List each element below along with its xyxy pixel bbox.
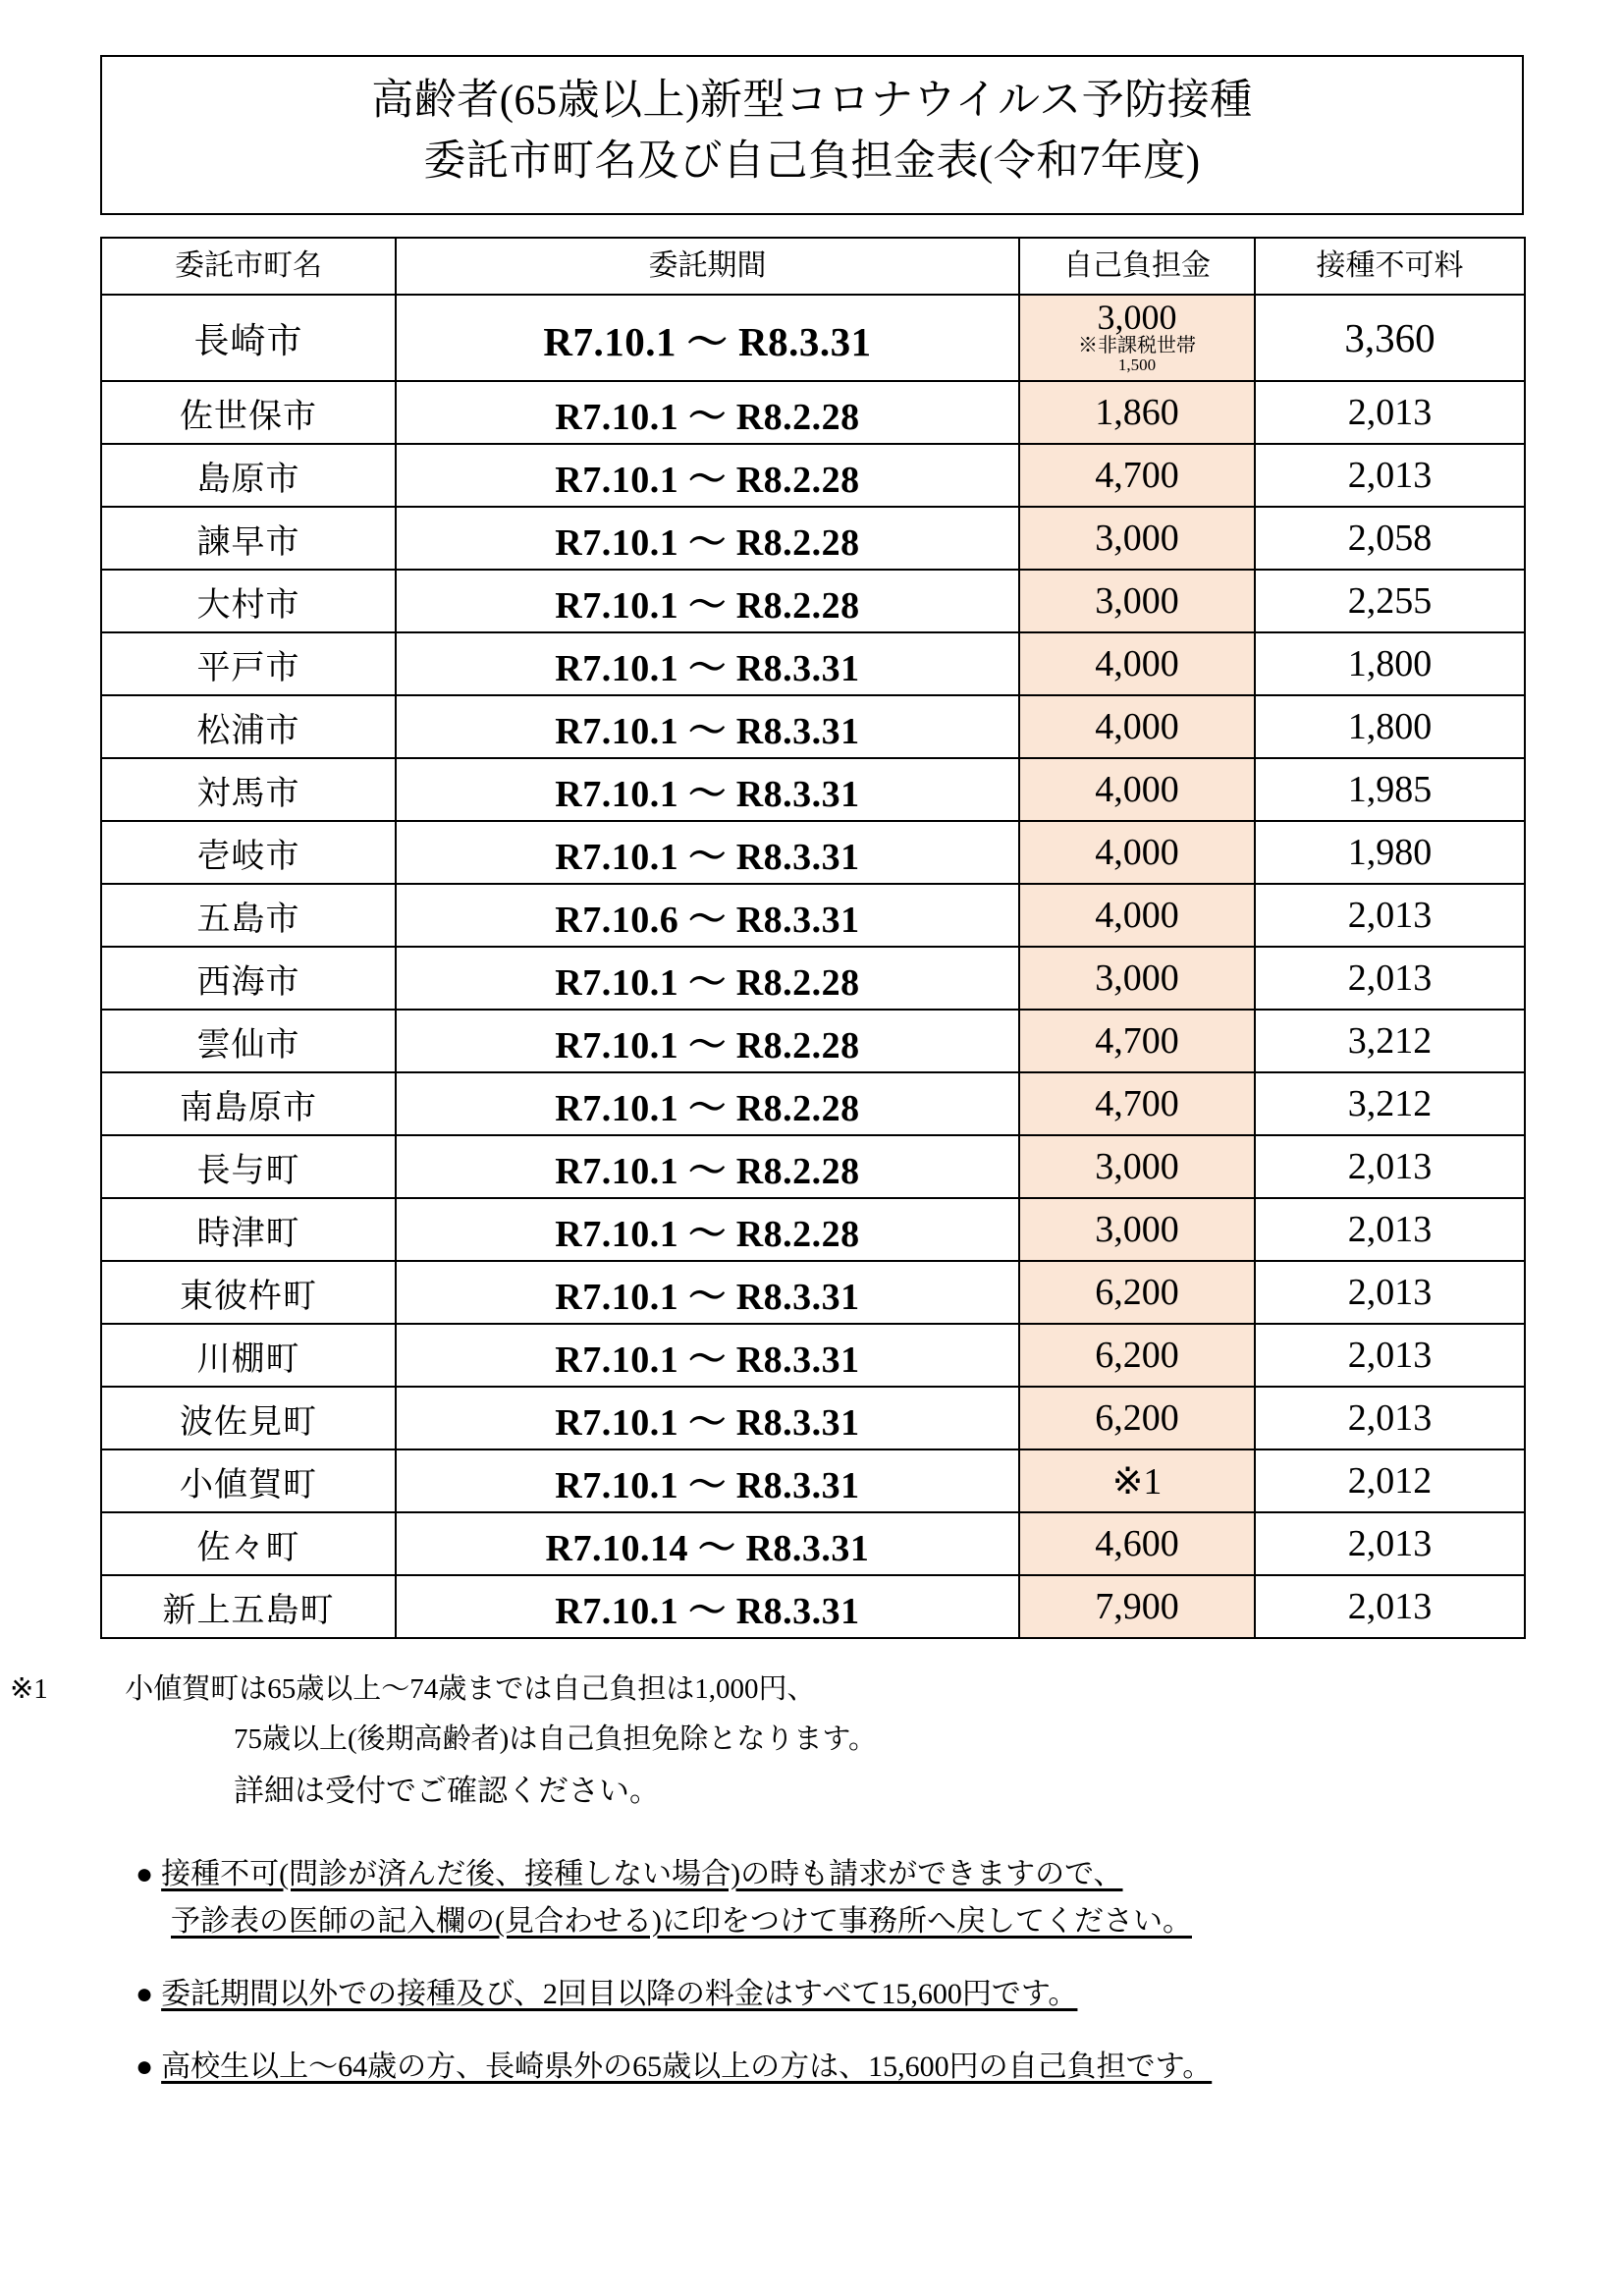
cell-term: R7.10.1 ～ R8.2.28 [396,1072,1019,1135]
cell-self-payment: 4,000 [1019,884,1255,947]
cell-non-vaccination-fee: 2,013 [1255,1198,1525,1261]
column-header-fee: 自己負担金 [1019,238,1255,295]
cell-self-payment-amount: 3,000 [1097,297,1177,337]
table-row [101,295,1525,382]
cell-non-vaccination-fee: 2,013 [1255,1135,1525,1198]
table-row [101,1261,1525,1324]
cell-self-payment: 4,700 [1019,444,1255,507]
table-row [101,1135,1525,1198]
cell-non-vaccination-fee: 3,360 [1255,295,1525,382]
bullet-note-3 [118,2044,1524,2091]
cell-city: 大村市 [101,570,396,632]
cell-term: R7.10.1 ～ R8.3.31 [396,295,1019,382]
cell-non-vaccination-fee: 2,013 [1255,381,1525,444]
cell-non-vaccination-fee: 2,012 [1255,1449,1525,1512]
cell-city: 雲仙市 [101,1010,396,1072]
cell-non-vaccination-fee: 2,013 [1255,1512,1525,1575]
bullet-note-3-line-1: 高校生以上～64歳の方、長崎県外の65歳以上の方は、15,600円の自己負担です。 [161,2050,1213,2084]
cell-non-vaccination-fee: 3,212 [1255,1072,1525,1135]
cell-city: 波佐見町 [101,1387,396,1449]
bullet-dot-icon: ● [135,1858,154,1891]
column-header-city: 委託市町名 [101,238,396,295]
cell-self-payment [1019,295,1255,382]
cell-self-payment: 4,000 [1019,821,1255,884]
cell-city: 新上五島町 [101,1575,396,1638]
cell-non-vaccination-fee: 1,800 [1255,632,1525,695]
notes-section [10,1665,1524,2091]
cell-term: R7.10.1 ～ R8.3.31 [396,1449,1019,1512]
table-row [101,821,1525,884]
cell-term: R7.10.1 ～ R8.2.28 [396,381,1019,444]
cell-self-payment: 4,000 [1019,695,1255,758]
table-row [101,444,1525,507]
cell-self-payment: 7,900 [1019,1575,1255,1638]
cell-city: 松浦市 [101,695,396,758]
table-row [101,1449,1525,1512]
cell-city: 対馬市 [101,758,396,821]
page-title-line-2: 委託市町名及び自己負担金表(令和7年度) [423,138,1201,186]
cell-non-vaccination-fee: 2,013 [1255,884,1525,947]
cell-non-vaccination-fee: 2,013 [1255,1261,1525,1324]
column-header-term: 委託期間 [396,238,1019,295]
cell-city: 長与町 [101,1135,396,1198]
cell-non-vaccination-fee: 2,058 [1255,507,1525,570]
cell-term: R7.10.14 ～ R8.3.31 [396,1512,1019,1575]
cell-term: R7.10.1 ～ R8.3.31 [396,695,1019,758]
cell-term: R7.10.1 ～ R8.2.28 [396,1198,1019,1261]
cell-city: 長崎市 [101,295,396,382]
cell-term: R7.10.1 ～ R8.3.31 [396,758,1019,821]
fee-table [100,237,1526,1640]
table-row [101,884,1525,947]
cell-term: R7.10.1 ～ R8.3.31 [396,632,1019,695]
note-asterisk-1-text: 小値賀町は65歳以上～74歳までは自己負担は1,000円、 [125,1673,816,1706]
cell-term: R7.10.1 ～ R8.3.31 [396,1387,1019,1449]
table-row [101,1387,1525,1449]
bullet-notes [118,1851,1524,2091]
table-row [101,570,1525,632]
fee-table-wrapper [100,237,1524,1640]
cell-city: 川棚町 [101,1324,396,1387]
cell-term: R7.10.1 ～ R8.2.28 [396,507,1019,570]
bullet-note-1 [118,1851,1524,1945]
cell-self-payment: 6,200 [1019,1324,1255,1387]
cell-term: R7.10.1 ～ R8.2.28 [396,1135,1019,1198]
cell-city: 佐々町 [101,1512,396,1575]
cell-city: 島原市 [101,444,396,507]
cell-city: 平戸市 [101,632,396,695]
cell-non-vaccination-fee: 2,013 [1255,1575,1525,1638]
cell-self-payment: 6,200 [1019,1261,1255,1324]
page-title-line-1: 高齢者(65歳以上)新型コロナウイルス予防接種 [371,78,1253,124]
cell-self-payment: 4,700 [1019,1010,1255,1072]
table-row [101,632,1525,695]
cell-term: R7.10.1 ～ R8.2.28 [396,947,1019,1010]
cell-term: R7.10.6 ～ R8.3.31 [396,884,1019,947]
cell-self-payment: 4,000 [1019,632,1255,695]
bullet-note-1-line-2: 予診表の医師の記入欄の(見合わせる)に印をつけて事務所へ戻してください。 [171,1905,1192,1939]
note-asterisk-1-line-2: 75歳以上(後期高齢者)は自己負担免除となります。 [234,1723,877,1756]
table-row [101,1198,1525,1261]
table-row [101,695,1525,758]
cell-self-payment: 4,700 [1019,1072,1255,1135]
bullet-dot-icon: ● [135,1978,154,2011]
table-row [101,1512,1525,1575]
cell-non-vaccination-fee: 2,013 [1255,947,1525,1010]
cell-term: R7.10.1 ～ R8.3.31 [396,1261,1019,1324]
cell-non-vaccination-fee: 3,212 [1255,1010,1525,1072]
cell-city: 西海市 [101,947,396,1010]
cell-term: R7.10.1 ～ R8.3.31 [396,1324,1019,1387]
cell-self-payment: 4,000 [1019,758,1255,821]
note-asterisk-1: ※1 小値賀町は65歳以上～74歳までは自己負担は1,000円、 [10,1673,816,1706]
cell-city: 時津町 [101,1198,396,1261]
cell-self-payment: 6,200 [1019,1387,1255,1449]
cell-non-vaccination-fee: 1,980 [1255,821,1525,884]
cell-non-vaccination-fee: 2,013 [1255,1324,1525,1387]
cell-city: 南島原市 [101,1072,396,1135]
cell-term: R7.10.1 ～ R8.2.28 [396,444,1019,507]
table-header-row [101,238,1525,295]
bullet-note-1-line-1: 接種不可(問診が済んだ後、接種しない場合)の時も請求ができますので、 [161,1858,1123,1891]
cell-non-vaccination-fee: 2,255 [1255,570,1525,632]
cell-city: 壱岐市 [101,821,396,884]
cell-self-payment: 1,860 [1019,381,1255,444]
table-row [101,1072,1525,1135]
cell-city: 小値賀町 [101,1449,396,1512]
cell-self-payment: 4,600 [1019,1512,1255,1575]
cell-term: R7.10.1 ～ R8.3.31 [396,1575,1019,1638]
table-row [101,1575,1525,1638]
table-row [101,1324,1525,1387]
table-row [101,507,1525,570]
document-title-box [100,55,1524,215]
table-row [101,947,1525,1010]
cell-self-payment-note-amount: 1,500 [1117,355,1157,375]
cell-self-payment: 3,000 [1019,570,1255,632]
table-row [101,758,1525,821]
cell-self-payment: 3,000 [1019,507,1255,570]
cell-self-payment: 3,000 [1019,1198,1255,1261]
cell-city: 東彼杵町 [101,1261,396,1324]
cell-term: R7.10.1 ～ R8.2.28 [396,1010,1019,1072]
bullet-note-2 [118,1971,1524,2018]
cell-self-payment-note: ※非課税世帯 [1078,335,1196,357]
bullet-note-2-line-1: 委託期間以外での接種及び、2回目以降の料金はすべて15,600円です。 [161,1978,1078,2011]
cell-self-payment: ※1 [1019,1449,1255,1512]
cell-self-payment: 3,000 [1019,1135,1255,1198]
cell-city: 佐世保市 [101,381,396,444]
cell-city: 諫早市 [101,507,396,570]
column-header-nofee: 接種不可料 [1255,238,1525,295]
cell-term: R7.10.1 ～ R8.3.31 [396,821,1019,884]
table-row [101,381,1525,444]
table-row [101,1010,1525,1072]
cell-non-vaccination-fee: 1,985 [1255,758,1525,821]
cell-self-payment: 3,000 [1019,947,1255,1010]
note-asterisk-1-line-3: 詳細は受付でご確認ください。 [234,1773,660,1808]
cell-term: R7.10.1 ～ R8.2.28 [396,570,1019,632]
cell-non-vaccination-fee: 1,800 [1255,695,1525,758]
cell-non-vaccination-fee: 2,013 [1255,444,1525,507]
cell-city: 五島市 [101,884,396,947]
bullet-dot-icon: ● [135,2050,154,2084]
cell-non-vaccination-fee: 2,013 [1255,1387,1525,1449]
